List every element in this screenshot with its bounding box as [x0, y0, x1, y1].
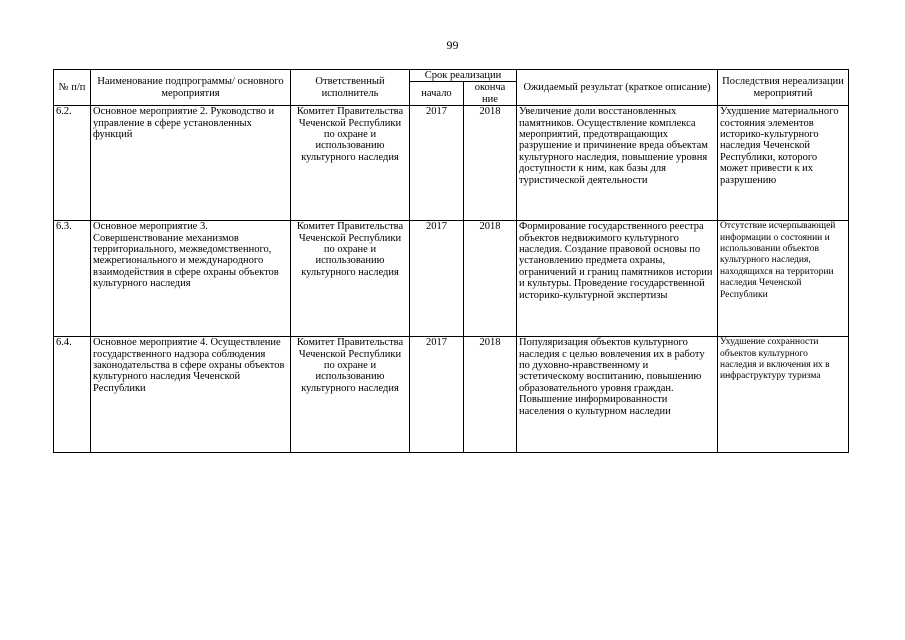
header-result: Ожидаемый результат (краткое описание): [517, 70, 718, 106]
row-result: Увеличение доли восстановленных памятников. Осуществление комплекса мероприятий, предотвращающих разрушение и причинение вреда объектам культурного наследия, повышение уровня доступности к ним, как базы для туристической деятельности: [517, 106, 718, 221]
row-name: Основное мероприятие 4. Осуществление государственного надзора соблюдения законодательства в сфере охраны объектов культурного наследия Чеченской Республики: [91, 337, 291, 453]
row-consequences: Ухудшение материального состояния элементов историко-культурного наследия Чеченской Республики, которого может привести к их разрушению: [718, 106, 849, 221]
row-consequences: Ухудшение сохранности объектов культурного наследия и включения их в инфраструктуру туризма: [718, 337, 849, 453]
row-end: 2018: [464, 221, 517, 337]
row-executor: Комитет Правительства Чеченской Республики по охране и использованию культурного наследия: [291, 337, 410, 453]
row-start: 2017: [410, 106, 464, 221]
row-name: Основное мероприятие 2. Руководство и управление в сфере установленных функций: [91, 106, 291, 221]
header-end: оконча ние: [464, 82, 517, 106]
table-row: [54, 106, 849, 221]
row-result: Формирование государственного реестра объектов недвижимого культурного наследия. Создание правовой основы по установлению предмета охраны, ограничений и границ памятников истории и культуры. Проведение государственной историко-культурной экспертизы: [517, 221, 718, 337]
header-num: № п/п: [54, 70, 91, 106]
row-consequences: Отсутствие исчерпывающей информации о состоянии и использовании объектов культурного наследия, находящихся на территории наследия Чеченской Республики: [718, 221, 849, 337]
table-row: [54, 221, 849, 337]
row-num: 6.4.: [54, 337, 91, 453]
row-executor: Комитет Правительства Чеченской Республики по охране и использованию культурного наследия: [291, 106, 410, 221]
row-end: 2018: [464, 337, 517, 453]
header-period: Срок реализации: [410, 70, 517, 82]
header-row: [54, 70, 849, 82]
header-consequences: Последствия нереализации мероприятий: [718, 70, 849, 106]
row-name: Основное мероприятие 3. Совершенствование механизмов территориального, межведомственного, межрегионального и международного взаимодействия в сфере охраны объектов культурного наследия: [91, 221, 291, 337]
page-number: 99: [446, 38, 459, 52]
table-row: [54, 337, 849, 453]
row-result: Популяризация объектов культурного наследия с целью вовлечения их в работу по духовно-нравственному и эстетическому воспитанию, повышению образовательного уровня граждан. Повышение информированности населения о культурном наследии: [517, 337, 718, 453]
header-executor: Ответственный исполнитель: [291, 70, 410, 106]
row-executor: Комитет Правительства Чеченской Республики по охране и использованию культурного наследия: [291, 221, 410, 337]
row-num: 6.2.: [54, 106, 91, 221]
row-num: 6.3.: [54, 221, 91, 337]
row-start: 2017: [410, 337, 464, 453]
program-table: [53, 69, 849, 453]
header-start: начало: [410, 82, 464, 106]
row-end: 2018: [464, 106, 517, 221]
header-name: Наименование подпрограммы/ основного мероприятия: [91, 70, 291, 106]
row-start: 2017: [410, 221, 464, 337]
